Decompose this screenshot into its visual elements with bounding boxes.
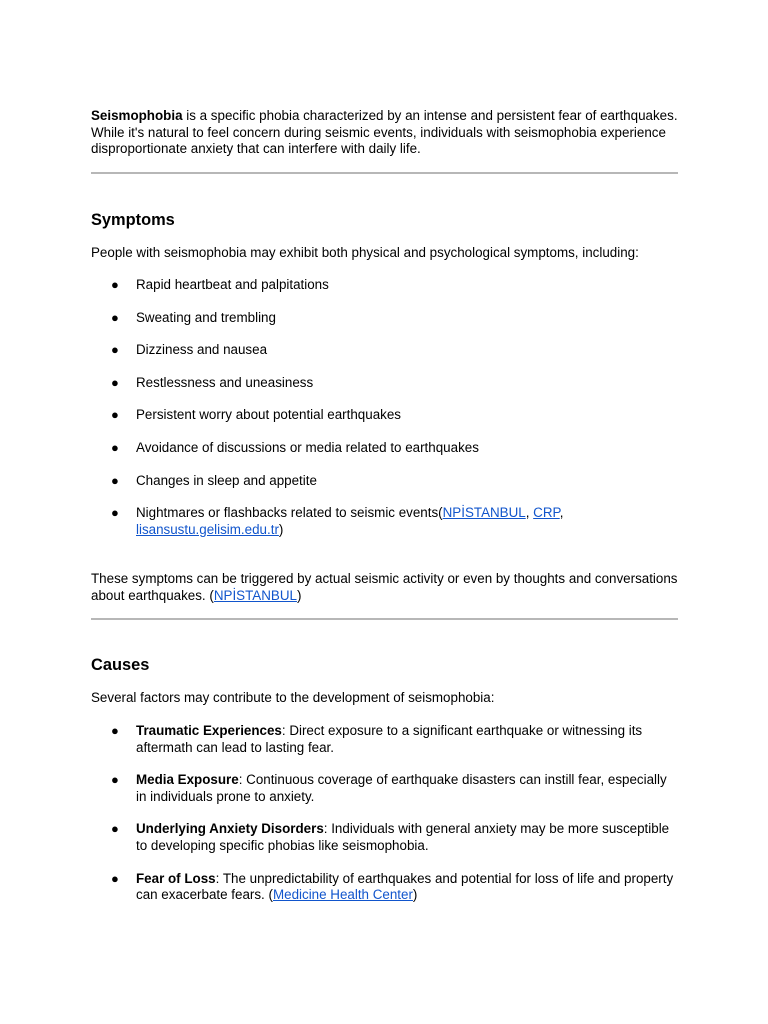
bullet-icon: ● [111, 309, 119, 325]
bullet-icon: ● [111, 870, 119, 886]
list-item: ● Restlessness and uneasiness [111, 374, 314, 390]
list-item: ● Traumatic Experiences: Direct exposure to a significant earthquake or witnessing its aftermath can lead to lasting fear. [111, 723, 643, 755]
bullet-icon: ● [111, 772, 119, 788]
bullet-icon: ● [111, 439, 119, 455]
intro-paragraph [91, 108, 678, 158]
intro-term: Seismophobia [91, 108, 183, 123]
symptoms-lead: People with seismophobia may exhibit both physical and psychological symptoms, including: [91, 245, 639, 260]
bullet-icon: ● [111, 277, 119, 292]
bullet-icon: ● [111, 342, 119, 358]
divider-1 [91, 172, 678, 174]
causes-lead: Several factors may contribute to the development of seismophobia: [91, 690, 495, 705]
bullet-icon: ● [111, 374, 119, 390]
symptoms-heading: Symptoms [91, 211, 175, 229]
bullet-icon: ● [111, 505, 119, 521]
causes-heading: Causes [91, 656, 150, 674]
bullet-icon: ● [111, 821, 119, 837]
symptoms-list [91, 277, 678, 538]
list-item: ● Sweating and trembling [111, 309, 276, 325]
list-item: ● Rapid heartbeat and palpitations [111, 277, 329, 292]
npistanbul-link[interactable]: NPİSTANBUL [213, 587, 297, 603]
list-item: ● Dizziness and nausea [111, 342, 268, 358]
symptoms-trigger-paragraph: These symptoms can be triggered by actual seismic activity or even by thoughts and conversations about earthquakes. (NPİSTANBUL) [91, 571, 678, 603]
crp-link[interactable]: CRP [533, 505, 560, 521]
bullet-icon: ● [111, 472, 119, 488]
list-item: ● Avoidance of discussions or media related to earthquakes [111, 439, 479, 455]
npistanbul-link[interactable]: NPİSTANBUL [442, 505, 526, 521]
list-item: ● Media Exposure: Continuous coverage of earthquake disasters can instill fear, especially in individuals prone to anxiety. [111, 772, 667, 804]
bullet-icon: ● [111, 407, 119, 423]
gelisim-link[interactable]: lisansustu.gelisim.edu.tr [136, 521, 279, 537]
list-item: ● Nightmares or flashbacks related to seismic events(NPİSTANBUL, CRP, lisansustu.gelisim.edu.tr) [111, 505, 564, 537]
list-item: ● Persistent worry about potential earthquakes [111, 407, 401, 423]
list-item: ● Changes in sleep and appetite [111, 472, 317, 488]
intro-text: is a specific phobia characterized by an intense and persistent fear of earthquakes. While it's natural to feel concern during seismic events, individuals with seismophobia experience disproportionate anxiety that can interfere with daily life. [91, 108, 678, 157]
list-item: ● Fear of Loss: The unpredictability of earthquakes and potential for loss of life and property can exacerbate fears. (Medicine Health Center) [111, 870, 674, 903]
divider-2 [91, 618, 678, 620]
bullet-icon: ● [111, 723, 119, 738]
list-item: ● Underlying Anxiety Disorders: Individuals with general anxiety may be more susceptible to developing specific phobias like seismophobia. [111, 821, 670, 853]
medicine-health-center-link[interactable]: Medicine Health Center [272, 887, 413, 903]
causes-list [91, 723, 678, 904]
